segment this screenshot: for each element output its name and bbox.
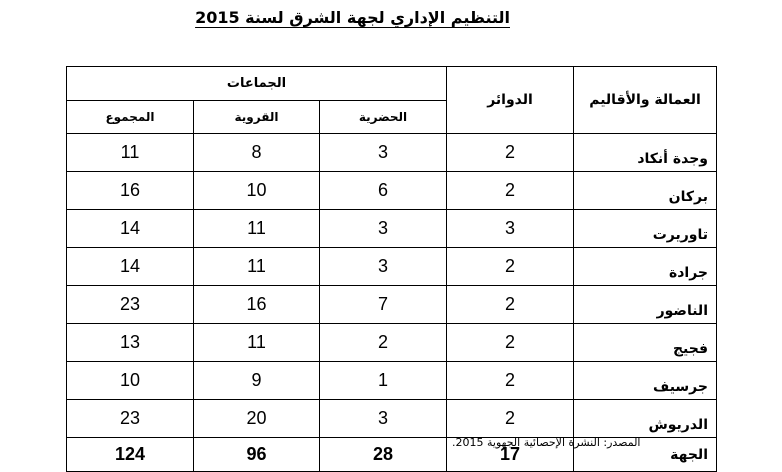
urban-cell: 3 (320, 210, 447, 248)
region-cell: الدريوش (574, 400, 717, 438)
region-cell: جرادة (574, 248, 717, 286)
header-urban: الحضرية (320, 100, 447, 134)
rural-total-cell: 96 (194, 438, 320, 472)
page-title: التنظيم الإداري لجهة الشرق لسنة 2015 (195, 8, 510, 27)
header-row-top (67, 67, 717, 101)
region-cell: جرسيف (574, 362, 717, 400)
urban-total-cell: 28 (320, 438, 447, 472)
total-cell: 14 (67, 248, 194, 286)
circles-cell: 2 (447, 286, 574, 324)
urban-cell: 6 (320, 172, 447, 210)
urban-cell: 3 (320, 248, 447, 286)
rural-cell: 20 (194, 400, 320, 438)
rural-cell: 8 (194, 134, 320, 172)
table-row (67, 400, 717, 438)
rural-cell: 11 (194, 248, 320, 286)
table-row (67, 362, 717, 400)
rural-cell: 16 (194, 286, 320, 324)
circles-cell: 2 (447, 400, 574, 438)
header-communes: الجماعات (67, 67, 447, 101)
grand-total-cell: 124 (67, 438, 194, 472)
urban-cell: 3 (320, 400, 447, 438)
source-note: المصدر: النشرة الإحصائية الجهوية 2015. (452, 436, 641, 449)
header-region: العمالة والأقاليم (574, 67, 717, 134)
region-cell: وجدة أنكاد (574, 134, 717, 172)
region-cell: بركان (574, 172, 717, 210)
header-total: المجموع (67, 100, 194, 134)
circles-total-cell: 17 (447, 438, 574, 472)
urban-cell: 3 (320, 134, 447, 172)
circles-cell: 2 (447, 248, 574, 286)
circles-cell: 3 (447, 210, 574, 248)
region-total-cell: الجهة (574, 438, 717, 472)
circles-cell: 2 (447, 172, 574, 210)
total-cell: 11 (67, 134, 194, 172)
circles-cell: 2 (447, 362, 574, 400)
circles-cell: 2 (447, 134, 574, 172)
total-cell: 10 (67, 362, 194, 400)
urban-cell: 7 (320, 286, 447, 324)
region-cell: تاوريرت (574, 210, 717, 248)
table-row (67, 210, 717, 248)
total-cell: 23 (67, 286, 194, 324)
urban-cell: 1 (320, 362, 447, 400)
table-row (67, 324, 717, 362)
header-rural: القروية (194, 100, 320, 134)
rural-cell: 11 (194, 210, 320, 248)
region-cell: فجيج (574, 324, 717, 362)
table-row (67, 286, 717, 324)
total-cell: 23 (67, 400, 194, 438)
admin-table (66, 66, 717, 472)
total-cell: 16 (67, 172, 194, 210)
urban-cell: 2 (320, 324, 447, 362)
rural-cell: 10 (194, 172, 320, 210)
region-cell: الناضور (574, 286, 717, 324)
rural-cell: 9 (194, 362, 320, 400)
circles-cell: 2 (447, 324, 574, 362)
total-cell: 13 (67, 324, 194, 362)
table-row (67, 172, 717, 210)
rural-cell: 11 (194, 324, 320, 362)
header-circles: الدوائر (447, 67, 574, 134)
table-row (67, 134, 717, 172)
total-cell: 14 (67, 210, 194, 248)
table-row (67, 248, 717, 286)
